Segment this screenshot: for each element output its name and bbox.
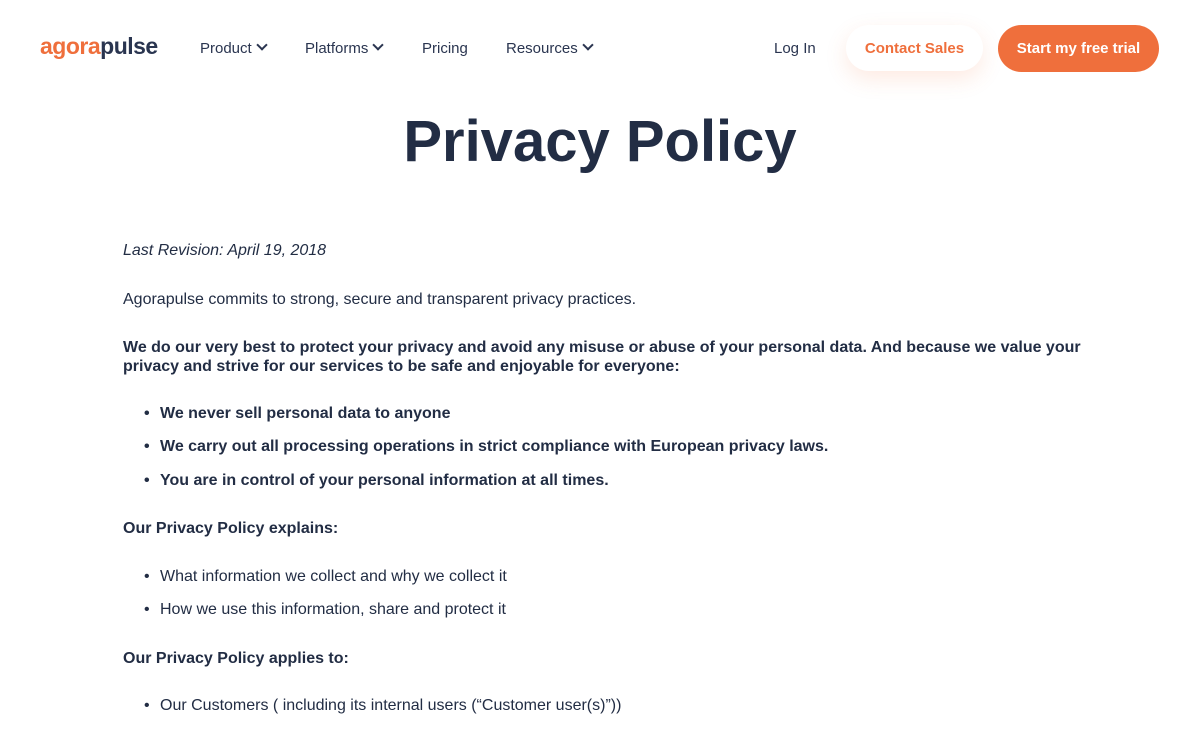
nav-label: Resources xyxy=(506,40,578,57)
nav-pricing[interactable]: Pricing xyxy=(422,40,468,57)
contact-sales-button[interactable]: Contact Sales xyxy=(846,25,983,71)
list-item xyxy=(145,568,507,586)
chevron-down-icon xyxy=(373,39,384,50)
section-heading: Our Privacy Policy applies to: xyxy=(123,650,349,667)
list-item-text: Our Customers ( including its internal users (“Customer user(s)”)) xyxy=(160,697,622,714)
nav-resources[interactable] xyxy=(506,40,592,57)
commitment-text: We do our very best to protect your privacy and avoid any misuse or abuse of your personal data. And because we value your privacy and strive for our services to be safe and enjoyable for everyone: xyxy=(123,339,1081,375)
logo-part: agora xyxy=(40,33,101,59)
intro-text: Agorapulse commits to strong, secure and transparent privacy practices. xyxy=(123,291,637,308)
list-item xyxy=(145,697,621,715)
revision-date: Last Revision: April 19, 2018 xyxy=(123,242,327,259)
list-item xyxy=(145,405,450,423)
list-item-text: We carry out all processing operations in strict compliance with European privacy laws. xyxy=(160,438,829,455)
page-title: Privacy Policy xyxy=(403,109,797,174)
nav-label: Platforms xyxy=(305,40,369,57)
section-heading: Our Privacy Policy explains: xyxy=(123,520,339,537)
list-item xyxy=(145,601,506,619)
chevron-down-icon xyxy=(582,39,593,50)
logo[interactable] xyxy=(40,33,158,60)
list-item-text: What information we collect and why we collect it xyxy=(160,568,507,585)
nav-platforms[interactable] xyxy=(305,40,382,57)
list-item-text: You are in control of your personal information at all times. xyxy=(160,472,609,489)
list-item xyxy=(145,472,609,490)
nav-product[interactable] xyxy=(200,40,266,57)
start-trial-button[interactable]: Start my free trial xyxy=(998,25,1159,72)
nav-label: Product xyxy=(200,40,252,57)
logo-part: pulse xyxy=(100,33,158,59)
login-link[interactable]: Log In xyxy=(774,40,816,57)
list-item xyxy=(145,438,828,456)
chevron-down-icon xyxy=(256,39,267,50)
list-item-text: How we use this information, share and protect it xyxy=(160,601,506,618)
list-item-text: We never sell personal data to anyone xyxy=(160,405,451,422)
top-nav xyxy=(0,0,1200,96)
